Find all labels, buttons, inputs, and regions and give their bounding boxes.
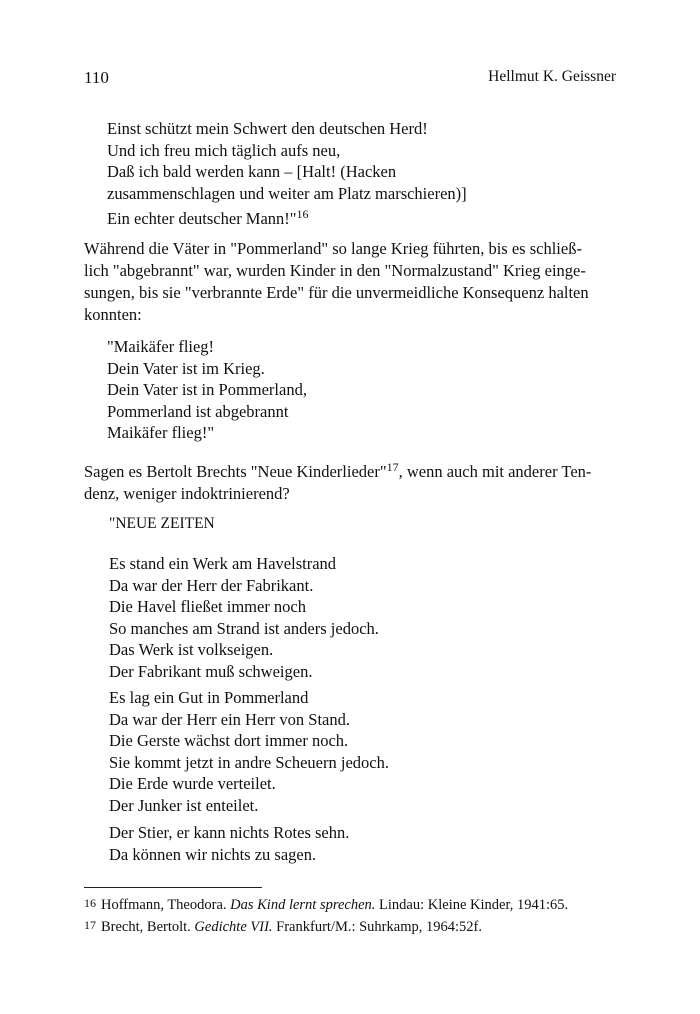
poem-line: Da können wir nichts zu sagen. [109, 844, 317, 864]
footnote-title: Gedichte VII. [194, 919, 273, 935]
running-head: Hellmut K. Geissner [488, 68, 616, 85]
quote-line: Dein Vater ist im Krieg. [107, 358, 265, 378]
quote-line: Dein Vater ist in Pommerland, [107, 380, 307, 399]
body-paragraph-1 [84, 238, 617, 326]
paragraph-line: Während die Väter in "Pommerland" so lange Krieg führten, bis es schließ- [84, 239, 582, 258]
footnote-author: Brecht, Bertolt. [101, 919, 195, 935]
poem-line: Sie kommt jetzt in andre Scheuern jedoch. [109, 752, 389, 772]
footnote-publisher: Lindau: Kleine Kinder, 1941:65. [375, 897, 569, 913]
poem-line: Das Werk ist volkseigen. [109, 640, 274, 659]
footnote-16 [84, 896, 568, 914]
footnote-separator [84, 887, 262, 888]
footnote-17 [84, 918, 482, 936]
paragraph-line: sungen, bis sie "verbrannte Erde" für die unvermeidliche Konsequenz halten [84, 283, 589, 302]
quote-line: Einst schützt mein Schwert den deutschen Herd! [107, 119, 428, 138]
page-number: 110 [84, 68, 109, 87]
quote-line: Pommerland ist abgebrannt [107, 401, 289, 421]
footnote-author: Hoffmann, Theodora. [101, 897, 231, 913]
footnote-ref: 17 [386, 460, 399, 474]
quote-line: Maikäfer flieg!" [107, 423, 215, 442]
poem-title-text: "NEUE ZEITEN [109, 515, 215, 532]
poem-line: Der Junker ist enteilet. [109, 795, 259, 815]
poem-line: Die Gerste wächst dort immer noch. [109, 731, 349, 750]
poem-stanza-3 [109, 822, 349, 865]
page-header [84, 68, 616, 92]
poem-line: Es lag ein Gut in Pommerland [109, 688, 309, 707]
paragraph-text: Sagen es Bertolt Brechts "Neue Kinderlieder" [84, 462, 387, 481]
paragraph-line: konnten: [84, 305, 142, 324]
poem-line: Da war der Herr ein Herr von Stand. [109, 709, 350, 729]
footnote-number: 16 [84, 896, 96, 910]
paragraph-line: denz, weniger indoktrinierend? [84, 484, 290, 503]
poem-line: Da war der Herr der Fabrikant. [109, 575, 314, 595]
body-paragraph-2 [84, 456, 617, 505]
poem-stanza-1 [109, 553, 379, 682]
footnote-title: Das Kind lernt sprechen. [230, 897, 376, 913]
paragraph-text: , wenn auch mit anderer Ten- [398, 462, 592, 481]
quote-block-1 [107, 118, 467, 230]
quote-block-2 [107, 336, 307, 444]
paragraph-line: lich "abgebrannt" war, wurden Kinder in den "Normalzustand" Krieg einge- [84, 261, 586, 280]
poem-stanza-2 [109, 687, 389, 816]
footnote-ref: 16 [296, 207, 309, 221]
quote-line: Daß ich bald werden kann – [Halt! (Hacken [107, 162, 397, 181]
quote-line-text: Ein echter deutscher Mann!" [107, 209, 297, 228]
quote-line-last [107, 204, 467, 230]
poem-line: Der Stier, er kann nichts Rotes sehn. [109, 823, 350, 842]
footnote-publisher: Frankfurt/M.: Suhrkamp, 1964:52f. [272, 919, 482, 935]
poem-line: Es stand ein Werk am Havelstrand [109, 554, 337, 573]
quote-line: Und ich freu mich täglich aufs neu, [107, 140, 341, 160]
quote-line: zusammenschlagen und weiter am Platz marschieren)] [107, 183, 467, 203]
poem-line: Die Erde wurde verteilet. [109, 774, 276, 793]
quote-line: "Maikäfer flieg! [107, 337, 215, 356]
paragraph-line [84, 456, 617, 483]
poem-line: Die Havel fließet immer noch [109, 597, 307, 616]
poem-line: So manches am Strand ist anders jedoch. [109, 618, 379, 638]
poem-line: Der Fabrikant muß schweigen. [109, 661, 313, 681]
poem-title [109, 513, 215, 535]
footnote-number: 17 [84, 918, 96, 932]
